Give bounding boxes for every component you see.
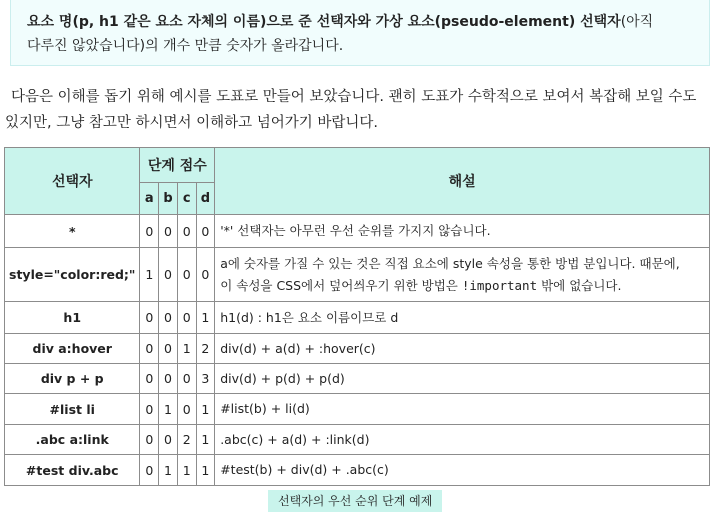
score-a: 0 xyxy=(140,455,159,486)
score-a: 0 xyxy=(140,425,159,455)
important-keyword: !important xyxy=(461,277,538,293)
header-explanation: 해설 xyxy=(215,148,710,215)
score-c: 1 xyxy=(177,455,196,486)
score-a: 0 xyxy=(140,394,159,425)
table-row xyxy=(5,215,710,248)
score-c: 0 xyxy=(177,302,196,334)
table-row xyxy=(5,425,710,455)
table-row xyxy=(5,248,710,302)
score-b: 1 xyxy=(159,394,178,425)
row-explanation: h1(d) : h1은 요소 이름이므로 d xyxy=(215,302,710,334)
score-c: 0 xyxy=(177,248,196,302)
header-b: b xyxy=(159,183,178,215)
row-selector: #test div.abc xyxy=(5,455,140,486)
score-d: 0 xyxy=(196,248,215,302)
header-score: 단계 점수 xyxy=(140,148,215,183)
score-d: 2 xyxy=(196,334,215,364)
score-d: 0 xyxy=(196,215,215,248)
score-c: 0 xyxy=(177,394,196,425)
score-b: 0 xyxy=(159,425,178,455)
row-selector: .abc a:link xyxy=(5,425,140,455)
score-b: 0 xyxy=(159,248,178,302)
intro-paragraph: 다음은 이해를 돕기 위해 예시를 도표로 만들어 보았습니다. 괜히 도표가 수학적으로 보여서 복잡해 보일 수도 있지만, 그냥 참고만 하시면서 이해하고 넘어가기 바랍니다. xyxy=(5,89,697,131)
score-b: 0 xyxy=(159,302,178,334)
score-c: 2 xyxy=(177,425,196,455)
table-row xyxy=(5,455,710,486)
header-c: c xyxy=(177,183,196,215)
score-c: 0 xyxy=(177,364,196,394)
row-explanation: div(d) + a(d) + :hover(c) xyxy=(215,334,710,364)
table-caption: 선택자의 우선 순위 단계 예제 xyxy=(268,490,442,512)
row-explanation: .abc(c) + a(d) + :link(d) xyxy=(215,425,710,455)
score-a: 1 xyxy=(140,248,159,302)
note-line-2: 다루진 않았습니다)의 개수 만큼 숫자가 올라갑니다. xyxy=(27,38,344,54)
row-selector: style="color:red;" xyxy=(5,248,140,302)
score-c: 0 xyxy=(177,215,196,248)
score-c: 1 xyxy=(177,334,196,364)
row-explanation-text: 이 속성을 CSS에서 덮어씌우기 위한 방법은 xyxy=(220,277,462,293)
row-explanation: div(d) + p(d) + p(d) xyxy=(215,364,710,394)
table-row xyxy=(5,394,710,425)
score-a: 0 xyxy=(140,364,159,394)
note-box xyxy=(10,0,710,66)
header-d: d xyxy=(196,183,215,215)
row-explanation-line-2 xyxy=(220,275,704,297)
row-selector: div a:hover xyxy=(5,334,140,364)
score-d: 1 xyxy=(196,455,215,486)
score-d: 3 xyxy=(196,364,215,394)
header-a: a xyxy=(140,183,159,215)
table-row xyxy=(5,302,710,334)
score-b: 0 xyxy=(159,215,178,248)
row-selector: h1 xyxy=(5,302,140,334)
row-selector: div p + p xyxy=(5,364,140,394)
table-row xyxy=(5,334,710,364)
score-b: 0 xyxy=(159,334,178,364)
score-a: 0 xyxy=(140,302,159,334)
row-explanation: '*' 선택자는 아무런 우선 순위를 가지지 않습니다. xyxy=(215,215,710,248)
score-d: 1 xyxy=(196,302,215,334)
row-explanation: #test(b) + div(d) + .abc(c) xyxy=(215,455,710,486)
row-selector: * xyxy=(5,215,140,248)
score-a: 0 xyxy=(140,334,159,364)
row-explanation-text-end: 밖에 없습니다. xyxy=(537,277,622,293)
score-d: 1 xyxy=(196,425,215,455)
row-explanation-line-1: a에 숫자를 가질 수 있는 것은 직접 요소에 style 속성을 통한 방법 분입니다. 때문에, xyxy=(220,255,680,271)
row-selector: #list li xyxy=(5,394,140,425)
score-b: 0 xyxy=(159,364,178,394)
score-b: 1 xyxy=(159,455,178,486)
note-line-1 xyxy=(27,10,693,34)
row-explanation: #list(b) + li(d) xyxy=(215,394,710,425)
row-explanation xyxy=(215,248,710,302)
note-line-1-main: 요소 명(p, h1 같은 요소 자체의 이름)으로 준 선택자와 가상 요소(pseudo-element) 선택자 xyxy=(27,14,621,30)
note-line-1-tail: (아직 xyxy=(620,14,654,30)
header-selector: 선택자 xyxy=(5,148,140,215)
score-d: 1 xyxy=(196,394,215,425)
specificity-table xyxy=(4,147,710,486)
score-a: 0 xyxy=(140,215,159,248)
table-row xyxy=(5,364,710,394)
